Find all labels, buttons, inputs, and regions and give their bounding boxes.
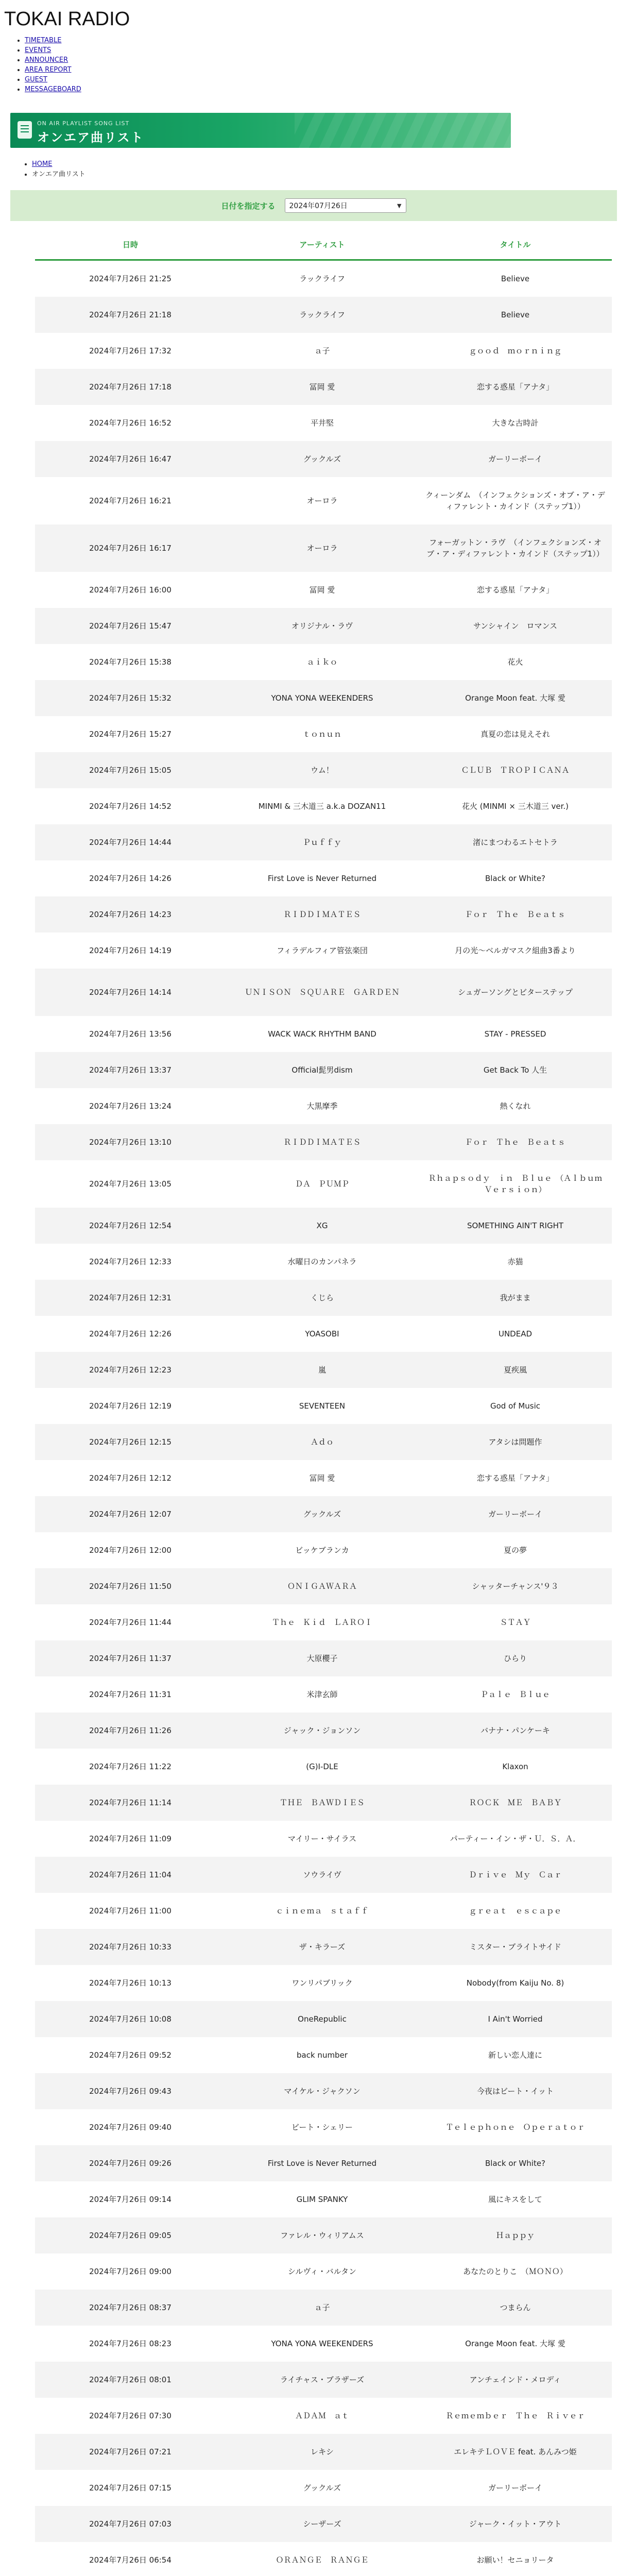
date-filter-label: 日付を指定する [221, 201, 276, 211]
cell-datetime: 2024年7月26日 12:15 [35, 1424, 226, 1460]
table-row [35, 260, 612, 297]
cell-datetime: 2024年7月26日 07:15 [89, 2483, 171, 2493]
cell-datetime: 2024年7月26日 16:47 [35, 441, 226, 477]
cell-artist: ラックライフ [299, 274, 345, 283]
cell-artist: ウム！ [226, 752, 419, 788]
cell-datetime: 2024年7月26日 17:32 [89, 346, 171, 355]
cell-datetime: 2024年7月26日 13:24 [89, 1101, 171, 1111]
cell-artist: フィラデルフィア管弦楽団 [277, 946, 368, 955]
table-row [35, 752, 612, 788]
cell-title: UNDEAD [498, 1329, 533, 1338]
cell-artist: シルヴィ・バルタン [287, 2267, 357, 2276]
cell-title: Ｐａｌｅ Ｂｌｕｅ [480, 1690, 550, 1699]
cell-artist: 大原櫻子 [226, 1640, 419, 1676]
cell-artist: ＲＩＤＤＩＭＡＴＥＳ [226, 896, 419, 933]
cell-artist: ソウライヴ [226, 1857, 419, 1893]
table-row [35, 824, 612, 860]
cell-title: Black or White? [485, 874, 546, 883]
cell-datetime: 2024年7月26日 15:32 [35, 680, 226, 716]
cell-title: ジャーク・イット・アウト [419, 2506, 612, 2542]
table-row [35, 2181, 612, 2217]
cell-artist: オーロラ [306, 496, 338, 505]
table-row [35, 1640, 612, 1676]
table-row [35, 2362, 612, 2398]
cell-title: パーティー・イン・ザ・Ｕ．Ｓ．Ａ． [450, 1834, 581, 1843]
table-row [35, 1857, 612, 1893]
table-row [35, 1352, 612, 1388]
cell-datetime: 2024年7月26日 14:26 [89, 874, 171, 883]
cell-datetime: 2024年7月26日 09:14 [89, 2195, 171, 2204]
cell-title: フォーガットン・ラヴ （インフェクションズ・オブ・ア・ディファレント・カインド（ステップ1）） [419, 524, 612, 572]
banner-subtitle: ON AIR PLAYLIST SONG LIST [37, 120, 130, 127]
cell-datetime: 2024年7月26日 09:26 [35, 2145, 226, 2181]
nav-item-announcer [25, 55, 618, 65]
cell-artist: ＯＮＩＧＡＷＡＲＡ [226, 1568, 419, 1604]
cell-datetime: 2024年7月26日 21:25 [89, 274, 171, 283]
cell-artist: グックルズ [226, 1496, 419, 1532]
table-row [35, 1965, 612, 2001]
cell-title: 花火 [507, 657, 523, 667]
cell-datetime: 2024年7月26日 12:19 [89, 1401, 171, 1411]
nav-item-messageboard [25, 84, 618, 94]
cell-datetime: 2024年7月26日 16:21 [89, 496, 171, 505]
cell-title: ガーリーボーイ [419, 441, 612, 477]
cell-datetime: 2024年7月26日 11:26 [35, 1713, 226, 1749]
table-row [35, 2037, 612, 2073]
playlist-table [35, 229, 612, 2576]
table-row [35, 2109, 612, 2145]
cell-title: あなたのとりこ （ＭＯＮＯ） [463, 2267, 568, 2276]
cell-artist: ファレル・ウィリアムス [226, 2217, 419, 2253]
cell-artist: 水曜日のカンパネラ [287, 1257, 357, 1266]
top-nav [0, 36, 618, 94]
cell-title: ガーリーボーイ [419, 1496, 612, 1532]
cell-datetime: 2024年7月26日 15:05 [35, 752, 226, 788]
cell-title: お願い！セニョリータ [476, 2555, 554, 2565]
cell-artist: First Love is Never Returned [226, 2145, 419, 2181]
cell-datetime: 2024年7月26日 07:03 [35, 2506, 226, 2542]
cell-title: Ｈａｐｐｙ [419, 2217, 612, 2253]
cell-artist: ＵＮＩＳＯＮ ＳＱＵＡＲＥ ＧＡＲＤＥＮ [226, 969, 419, 1016]
date-filter-bar [10, 190, 617, 221]
cell-datetime: 2024年7月26日 13:05 [89, 1179, 171, 1189]
banner-title: オンエア曲リスト [37, 130, 144, 145]
table-row [35, 1604, 612, 1640]
table-row [35, 1088, 612, 1124]
cell-artist: 米津玄師 [306, 1690, 338, 1699]
table-row [35, 608, 612, 644]
cell-title: Black or White? [419, 2145, 612, 2181]
cell-artist: YONA YONA WEEKENDERS [271, 2339, 373, 2348]
cell-title: 夏の夢 [503, 1546, 527, 1555]
cell-title: シュガーソングとビターステップ [419, 969, 612, 1016]
cell-title: 月の光～ベルガマスク組曲3番より [455, 946, 576, 955]
nav-link-timetable[interactable]: TIMETABLE [25, 37, 62, 44]
cell-artist: ラックライフ [226, 297, 419, 333]
cell-datetime: 2024年7月26日 11:44 [89, 1618, 171, 1627]
breadcrumb-link-home[interactable]: HOME [32, 160, 53, 168]
cell-title: Get Back To 人生 [419, 1052, 612, 1088]
cell-datetime: 2024年7月26日 11:14 [35, 1785, 226, 1821]
breadcrumb-item-home [32, 159, 618, 170]
cell-title: 恋する惑星「アナタ」 [476, 1473, 554, 1483]
cell-title: 大きな古時計 [492, 418, 539, 428]
cell-artist: グックルズ [303, 2483, 341, 2493]
cell-artist: OneRepublic [226, 2001, 419, 2037]
cell-title: クィーンダム （インフェクションズ・オブ・ア・ディファレント・カインド（ステップ1）） [425, 490, 605, 511]
cell-title: STAY - PRESSED [484, 1029, 546, 1039]
table-row [35, 1749, 612, 1785]
cell-datetime: 2024年7月26日 07:21 [35, 2434, 226, 2470]
cell-title: 赤猫 [507, 1257, 523, 1266]
table-row [35, 2542, 612, 2576]
cell-datetime: 2024年7月26日 12:12 [89, 1473, 171, 1483]
table-row [35, 1713, 612, 1749]
cell-title: Ｆｏｒ Ｔｈｅ Ｂｅａｔｓ [419, 896, 612, 933]
cell-artist: ザ・キラーズ [226, 1929, 419, 1965]
cell-artist: オーロラ [226, 524, 419, 572]
table-row [35, 1821, 612, 1857]
nav-link-announcer[interactable]: ANNOUNCER [25, 56, 68, 64]
table-row [35, 1208, 612, 1244]
cell-artist: YONA YONA WEEKENDERS [226, 680, 419, 716]
cell-artist: ｃｉｎｅｍａ ｓｔａｆｆ [276, 1906, 369, 1916]
cell-artist: XG [226, 1208, 419, 1244]
cell-datetime: 2024年7月26日 12:26 [89, 1329, 171, 1338]
cell-artist: 嵐 [226, 1352, 419, 1388]
cell-title: 恋する惑星「アナタ」 [476, 585, 554, 595]
date-select[interactable] [285, 198, 406, 213]
cell-title: 夏疾風 [419, 1352, 612, 1388]
cell-datetime: 2024年7月26日 15:38 [89, 657, 171, 667]
cell-datetime: 2024年7月26日 12:33 [89, 1257, 171, 1266]
table-row [35, 1568, 612, 1604]
cell-title: 今夜はビート・イット [419, 2073, 612, 2109]
table-row [35, 1460, 612, 1496]
cell-datetime: 2024年7月26日 11:04 [35, 1857, 226, 1893]
column-header-datetime: 日時 [35, 229, 226, 260]
table-row [35, 1893, 612, 1929]
cell-artist: ジャック・ジョンソン [226, 1713, 419, 1749]
cell-artist: back number [297, 2050, 348, 2060]
table-row [35, 1424, 612, 1460]
cell-datetime: 2024年7月26日 21:18 [35, 297, 226, 333]
cell-title: エレキテＬＯＶＥ feat. あんみつ姫 [419, 2434, 612, 2470]
nav-item-guest [25, 75, 618, 84]
cell-datetime: 2024年7月26日 11:50 [35, 1568, 226, 1604]
breadcrumb [0, 159, 618, 180]
cell-datetime: 2024年7月26日 12:31 [35, 1280, 226, 1316]
cell-datetime: 2024年7月26日 12:54 [35, 1208, 226, 1244]
cell-artist: Ｐｕｆｆｙ [226, 824, 419, 860]
table-row [35, 2506, 612, 2542]
cell-title: 風にキスをして [488, 2195, 542, 2204]
cell-artist: 冨岡 愛 [226, 369, 419, 405]
cell-datetime: 2024年7月26日 13:37 [35, 1052, 226, 1088]
cell-datetime: 2024年7月26日 06:54 [89, 2555, 171, 2565]
table-row [35, 369, 612, 405]
table-row [35, 477, 612, 524]
table-row [35, 969, 612, 1016]
cell-title: 新しい恋人達に [488, 2050, 542, 2060]
cell-title: ガーリーボーイ [488, 2483, 542, 2493]
cell-title: SOMETHING AIN'T RIGHT [419, 1208, 612, 1244]
cell-datetime: 2024年7月26日 08:23 [89, 2339, 171, 2348]
table-row [35, 1316, 612, 1352]
table-row [35, 2290, 612, 2326]
cell-title: つまらん [419, 2290, 612, 2326]
cell-datetime: 2024年7月26日 14:52 [89, 802, 171, 811]
playlist-banner [10, 113, 511, 148]
cell-title: 花火 (MINMI × 三木道三 ver.) [462, 802, 569, 811]
cell-artist: ライチャス・ブラザーズ [226, 2362, 419, 2398]
column-header-artist: アーティスト [226, 229, 419, 260]
cell-artist: ＯＲＡＮＧＥ ＲＡＮＧＥ [276, 2555, 369, 2565]
cell-title: 我がまま [419, 1280, 612, 1316]
cell-artist: ＡＤＡＭ ａｔ [295, 2411, 349, 2420]
table-row [35, 2470, 612, 2506]
cell-title: 熱くなれ [500, 1101, 531, 1111]
cell-artist: ａｉｋｏ [306, 657, 338, 667]
table-row [35, 2434, 612, 2470]
table-row [35, 896, 612, 933]
cell-artist: WACK WACK RHYTHM BAND [268, 1029, 376, 1039]
cell-artist: ｔｏｎｕｎ [302, 730, 341, 739]
table-header-row [35, 229, 612, 260]
table-row [35, 1052, 612, 1088]
cell-artist: くじら [226, 1280, 419, 1316]
cell-artist: マイリー・サイラス [287, 1834, 357, 1843]
cell-datetime: 2024年7月26日 11:00 [89, 1906, 171, 1916]
banner-stripes [295, 113, 511, 148]
cell-datetime: 2024年7月26日 16:00 [89, 585, 171, 595]
table-row [35, 2145, 612, 2181]
cell-title: I Ain't Worried [419, 2001, 612, 2037]
cell-title: Ｔｅｌｅｐｈｏｎｅ Ｏｐｅｒａｔｏｒ [445, 2123, 585, 2132]
table-row [35, 2073, 612, 2109]
nav-link-messageboard[interactable]: MESSAGEBOARD [25, 86, 81, 93]
cell-title: Ｒｅｍｅｍｂｅｒ Ｔｈｅ Ｒｉｖｅｒ [445, 2411, 585, 2420]
cell-title: ＣＬＵＢ ＴＲＯＰＩＣＡＮＡ [419, 752, 612, 788]
nav-link-guest[interactable]: GUEST [25, 76, 47, 83]
cell-datetime: 2024年7月26日 09:52 [89, 2050, 171, 2060]
table-row [35, 1124, 612, 1160]
cell-title: ミスター・ブライトサイド [419, 1929, 612, 1965]
cell-title: Ｒｈａｐｓｏｄｙ ｉｎ Ｂｌｕｅ （Ａｌｂｕｍ Ｖｅｒｓｉｏｎ） [428, 1174, 610, 1194]
cell-datetime: 2024年7月26日 12:00 [89, 1546, 171, 1555]
cell-title: God of Music [490, 1401, 540, 1411]
cell-datetime: 2024年7月26日 12:23 [35, 1352, 226, 1388]
cell-title: ｇｏｏｄ ｍｏｒｎｉｎｇ [469, 346, 562, 355]
cell-artist: ワンリパブリック [291, 1978, 353, 1988]
cell-artist: オリジナル・ラヴ [226, 608, 419, 644]
column-header-title: タイトル [419, 229, 612, 260]
cell-artist: ＴＨＥ ＢＡＷＤＩＥＳ [226, 1785, 419, 1821]
cell-title: Orange Moon feat. 大塚 愛 [419, 680, 612, 716]
cell-title: ＳＴＡＹ [500, 1618, 531, 1627]
cell-artist: 大黒摩季 [306, 1101, 338, 1111]
cell-datetime: 2024年7月26日 11:09 [89, 1834, 171, 1843]
table-row [35, 1160, 612, 1208]
cell-title: サンシャイン ロマンス [419, 608, 612, 644]
table-row [35, 1016, 612, 1052]
cell-datetime: 2024年7月26日 13:56 [89, 1029, 171, 1039]
cell-title: Ｄｒｉｖｅ Ｍｙ Ｃａｒ [419, 1857, 612, 1893]
cell-datetime: 2024年7月26日 15:47 [35, 608, 226, 644]
nav-item-events [25, 45, 618, 55]
cell-datetime: 2024年7月26日 16:17 [35, 524, 226, 572]
cell-datetime: 2024年7月26日 16:52 [89, 418, 171, 428]
cell-artist: (G)I-DLE [306, 1762, 338, 1771]
cell-artist: Ｔｈｅ Ｋｉｄ ＬＡＲＯＩ [271, 1618, 372, 1627]
cell-title: Klaxon [502, 1762, 528, 1771]
table-row [35, 405, 612, 441]
cell-datetime: 2024年7月26日 08:37 [35, 2290, 226, 2326]
cell-artist: First Love is Never Returned [267, 874, 377, 883]
cell-datetime: 2024年7月26日 14:23 [35, 896, 226, 933]
table-row [35, 933, 612, 969]
cell-artist: 冨岡 愛 [309, 585, 335, 595]
cell-datetime: 2024年7月26日 17:18 [35, 369, 226, 405]
cell-title: Ｆｏｒ Ｔｈｅ Ｂｅａｔｓ [419, 1124, 612, 1160]
nav-link-events[interactable]: EVENTS [25, 46, 52, 54]
cell-artist: 冨岡 愛 [309, 1473, 335, 1483]
cell-artist: YOASOBI [305, 1329, 339, 1338]
cell-title: 真夏の恋は見えそれ [480, 730, 550, 739]
table-row [35, 333, 612, 369]
cell-artist: レキシ [226, 2434, 419, 2470]
cell-title: Nobody(from Kaiju No. 8) [466, 1978, 564, 1988]
nav-item-timetable [25, 36, 618, 45]
cell-datetime: 2024年7月26日 14:19 [89, 946, 171, 955]
cell-title: バナナ・パンケーキ [419, 1713, 612, 1749]
cell-datetime: 2024年7月26日 14:44 [35, 824, 226, 860]
table-row [35, 860, 612, 896]
cell-datetime: 2024年7月26日 07:30 [89, 2411, 171, 2420]
table-row [35, 1532, 612, 1568]
cell-title: シャッターチャンス'９３ [419, 1568, 612, 1604]
table-row [35, 1785, 612, 1821]
table-row [35, 1676, 612, 1713]
table-row [35, 441, 612, 477]
cell-title: アンチェインド・メロディ [419, 2362, 612, 2398]
cell-datetime: 2024年7月26日 09:43 [35, 2073, 226, 2109]
cell-title: 渚にまつわるエトセトラ [419, 824, 612, 860]
table-row [35, 2253, 612, 2290]
cell-artist: ビート・シェリー [291, 2123, 353, 2132]
cell-title: ひらり [419, 1640, 612, 1676]
date-select-value: 2024年07月26日 [289, 202, 348, 210]
playlist-icon [18, 121, 32, 139]
nav-link-area-report[interactable]: AREA REPORT [25, 66, 72, 74]
cell-artist: 平井堅 [310, 418, 334, 428]
cell-title: Believe [419, 297, 612, 333]
cell-datetime: 2024年7月26日 10:13 [89, 1978, 171, 1988]
chevron-down-icon: ▼ [397, 202, 402, 209]
cell-datetime: 2024年7月26日 09:00 [89, 2267, 171, 2276]
cell-title: Orange Moon feat. 大塚 愛 [465, 2339, 565, 2348]
table-row [35, 716, 612, 752]
cell-datetime: 2024年7月26日 09:40 [89, 2123, 171, 2132]
cell-artist: ａ子 [226, 2290, 419, 2326]
cell-title: Believe [501, 274, 530, 283]
cell-artist: マイケル・ジャクソン [226, 2073, 419, 2109]
table-row [35, 2001, 612, 2037]
cell-datetime: 2024年7月26日 15:27 [89, 730, 171, 739]
cell-artist: ビッケブランカ [295, 1546, 349, 1555]
table-row [35, 2326, 612, 2362]
cell-title: ＲＯＣＫ ＭＥ ＢＡＢＹ [419, 1785, 612, 1821]
cell-datetime: 2024年7月26日 11:37 [35, 1640, 226, 1676]
cell-title: アタシは問題作 [419, 1424, 612, 1460]
cell-artist: Official髭男dism [226, 1052, 419, 1088]
cell-datetime: 2024年7月26日 11:22 [89, 1762, 171, 1771]
table-row [35, 2217, 612, 2253]
table-row [35, 1388, 612, 1424]
table-row [35, 680, 612, 716]
cell-title: 恋する惑星「アナタ」 [419, 369, 612, 405]
cell-artist: グックルズ [226, 441, 419, 477]
cell-artist: ＤＡ ＰＵＭＰ [295, 1179, 349, 1189]
cell-datetime: 2024年7月26日 14:14 [35, 969, 226, 1016]
cell-artist: ａ子 [314, 346, 330, 355]
cell-datetime: 2024年7月26日 12:07 [35, 1496, 226, 1532]
table-row [35, 1244, 612, 1280]
table-row [35, 1280, 612, 1316]
cell-artist: GLIM SPANKY [296, 2195, 348, 2204]
cell-datetime: 2024年7月26日 08:01 [35, 2362, 226, 2398]
site-title: TOKAI RADIO [4, 8, 130, 30]
cell-datetime: 2024年7月26日 10:33 [35, 1929, 226, 1965]
table-row [35, 2398, 612, 2434]
cell-artist: MINMI & 三木道三 a.k.a DOZAN11 [258, 802, 386, 811]
cell-artist: SEVENTEEN [299, 1401, 346, 1411]
cell-artist: シーザーズ [226, 2506, 419, 2542]
table-row [35, 1496, 612, 1532]
cell-datetime: 2024年7月26日 11:31 [89, 1690, 171, 1699]
table-row [35, 524, 612, 572]
cell-artist: ＲＩＤＤＩＭＡＴＥＳ [226, 1124, 419, 1160]
nav-item-area-report [25, 65, 618, 75]
cell-title: ｇｒｅａｔ ｅｓｃａｐｅ [469, 1906, 562, 1916]
cell-datetime: 2024年7月26日 10:08 [35, 2001, 226, 2037]
table-row [35, 297, 612, 333]
table-row [35, 572, 612, 608]
table-row [35, 1929, 612, 1965]
breadcrumb-item-current: • オンエア曲リスト [32, 170, 618, 180]
table-row [35, 788, 612, 824]
cell-datetime: 2024年7月26日 09:05 [35, 2217, 226, 2253]
table-row [35, 644, 612, 680]
cell-artist: Ａｄｏ [226, 1424, 419, 1460]
cell-datetime: 2024年7月26日 13:10 [35, 1124, 226, 1160]
